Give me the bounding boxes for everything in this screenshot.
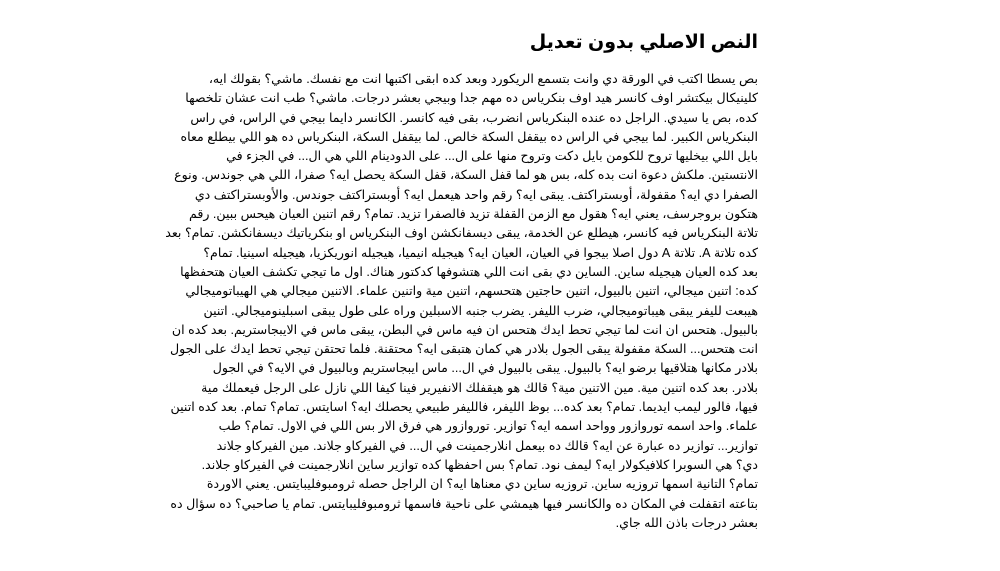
- text-line: بايل اللي بيخليها تروح للكومن بايل دكت وتروح منها على ال... على الدودينام اللي هي ال... في الجزء في: [226, 149, 758, 164]
- text-line: فيها، فالور ليمب ايديما. تمام؟ بعد كده... بوظ الليفر، فالليفر طبيعي يحصلك ايه؟ اسايتس. تمام؟ تمام. بعد كده اتنين: [170, 400, 758, 415]
- document-page: [165, 30, 758, 533]
- text-line: توازير... توازير ده عبارة عن ايه؟ قالك ده بيعمل انلارجمينت في ال... في الفيركاو جلاند. مين الفيركاو جلاند: [216, 438, 758, 453]
- text-line: كده، بص يا سيدي. الراجل ده عنده البنكرياس انضرب، بقى فيه كانسر. الكانسر دايما بيجي في الراس، في راس: [190, 110, 758, 125]
- document-title: النص الاصلي بدون تعديل: [529, 32, 758, 53]
- text-line: الصفرا دي ايه؟ مقفولة، أوبستراكتف. يبقى ايه؟ رقم واحد هيعمل ايه؟ أوبستراكتف جوندس. والأوبستراكتف دي: [194, 187, 758, 202]
- text-line: هيبعت لليفر يبقى هيباتوميجالي، ضرب الليفر. يضرب جنبه الاسبلين وراه على طول يبقى اسبلينوميجالي. اتنين: [203, 303, 758, 318]
- text-line: كده تلاتة A. تلاتة A دول اصلا بيجوا في العيان، العيان ايه؟ هيجيله انيميا، هيجيله انوريكزيا، هيجيله اسينيا. تمام؟: [203, 245, 758, 260]
- text-line: الانتستين. ملكش دعوة انت بده كله، بس هو لما قفل السكة، قفل السكة يحصل ايه؟ صفرا، اللي هي جوندس. ونوع: [174, 168, 758, 183]
- text-line: انت هتحس... السكة مقفولة يبقى الجول بلادر هي كمان هتبقى ايه؟ محتقنة. فلما تحتقن تيجي تحط ايدك على الجول: [169, 342, 758, 357]
- text-line: علماء. واحد اسمه توروازور وواحد اسمه ايه؟ توازير. توروازور هي فرق الار بس اللي في الاول. تمام؟ طب: [218, 419, 758, 434]
- text-line: بص يسطا اكتب في الورقة دي وانت بتسمع الريكورد وبعد كده ابقى اكتبها انت مع نفسك. ماشي؟ بقولك ايه،: [208, 72, 758, 86]
- text-line: تلاتة البنكرياس فيه كانسر، هيطلع عن الخدمة، يبقى ديسفانكشن اوف البنكرياس او بنكرياتيك ديسفانكشن. تمام؟ بعد: [165, 226, 758, 241]
- text-line: هتكون بروجرسف، يعني ايه؟ هقول مع الزمن القفلة تزيد فالصفرا تزيد. تمام؟ رقم اتنين العيان هيحس ببين. رقم: [188, 207, 758, 222]
- text-line: البنكرياس الكبير. لما بيجي في الراس ده بيقفل السكة خالص. لما بيقفل السكة، البنكرياس ده هو اللي بيطلع معاه: [180, 129, 758, 144]
- text-line: كلينيكال بيكتشر اوف كانسر هيد اوف بنكرياس ده مهم جدا وبيجي بعشر درجات. ماشي؟ طب انت عشان تلخصها: [185, 91, 758, 106]
- text-line: بعد كده العيان هيجيله ساين. الساين دي بقى انت اللي هتشوفها كدكتور هناك. اول ما تيجي تكشف العيان هتحفظها: [180, 264, 758, 279]
- text-line: بلادر مكانها هتلاقيها برضو ايه؟ بالبيول. يبقى بالبيول في ال... ماس ايبجاستريم وبالبيول في الايه؟ في الجول: [212, 361, 758, 376]
- text-line: تمام؟ التانية اسمها تروزيه ساين. تروزيه ساين دي معناها ايه؟ ان الراجل حصله ثرومبوفليبايتس. يعني الاوردة: [206, 477, 758, 492]
- text-line: كده: اتنين ميجالي، اتنين بالبيول، اتنين حاجتين هتحسهم، اتنين مية واتنين علماء. الاتنين ميجالي هي الهيباتوميجالي: [185, 284, 758, 299]
- text-line: بلادر. بعد كده اتنين مية. مين الاتنين مية؟ قالك هو هيقفلك الانفيرير فينا كيفا اللي نازل على الرجل فيعملك مية: [201, 380, 758, 395]
- text-line: بعشر درجات باذن الله جاي.: [615, 515, 758, 530]
- text-line: بالبيول. هتحس ان انت لما تيجي تحط ايدك هتحس ان فيه ماس في البطن، يبقى ماس في الايبجاستريم. بعد كده ان: [171, 322, 758, 337]
- document-body: [165, 70, 758, 533]
- text-line: بتاعته اتقفلت في المكان ده والكانسر فيها هيمشي على ناحية فاسمها ثرومبوفليبايتس. تمام يا صاحبي؟ ده سؤال ده: [170, 496, 758, 511]
- text-line: دي؟ هي السوبرا كلافيكولار ايه؟ ليمف نود. تمام؟ بس احفظها كده توازير ساين انلارجمينت في الفيركاو جلاند.: [201, 457, 758, 472]
